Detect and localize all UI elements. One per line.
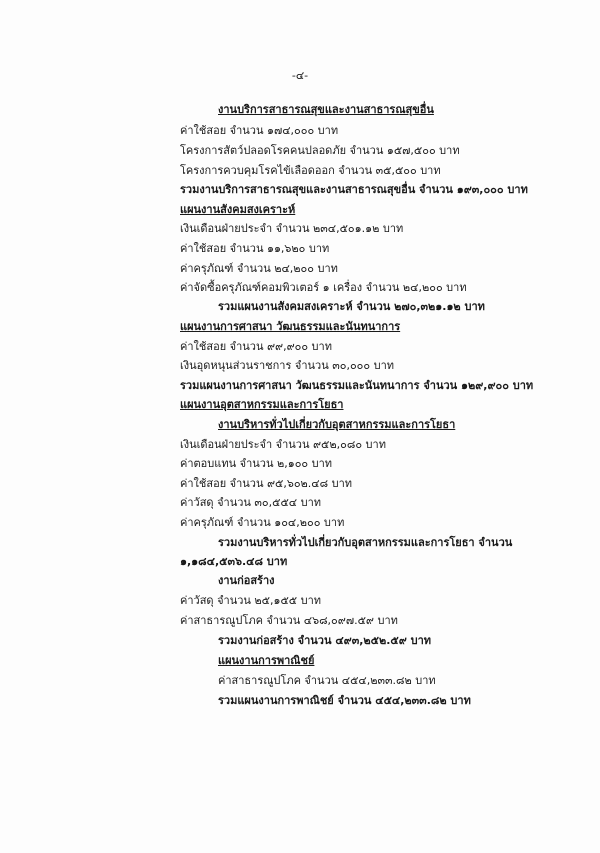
line-item: ค่าใช้สอย จำนวน ๙๙,๙๐๐ บาท: [180, 340, 332, 353]
line-item: ค่าครุภัณฑ์ จำนวน ๒๔,๒๐๐ บาท: [180, 262, 338, 275]
line-item: ค่าใช้สอย จำนวน ๑๑,๖๒๐ บาท: [180, 242, 330, 255]
subtotal-amount: ๑,๑๘๔,๕๓๖.๔๘ บาท: [180, 555, 288, 568]
line-item: ค่าวัสดุ จำนวน ๓๐,๕๕๔ บาท: [180, 496, 322, 509]
line-item: ค่าจัดซื้อครุภัณฑ์คอมพิวเตอร์ ๑ เครื่อง จำนวน ๒๔,๒๐๐ บาท: [180, 281, 467, 294]
subtotal-line: รวมงานบริหารทั่วไปเกี่ยวกับอุตสาหกรรมและการโยธา จำนวน: [218, 536, 513, 549]
section-heading-industry-public-works: แผนงานอุตสาหกรรมและการโยธา: [180, 398, 344, 411]
line-item: ค่าครุภัณฑ์ จำนวน ๑๐๔,๒๐๐ บาท: [180, 516, 345, 529]
line-item: ค่าใช้สอย จำนวน ๑๗๔,๐๐๐ บาท: [180, 124, 339, 137]
line-item: ค่าสาธารณูปโภค จำนวน ๔๕๔,๒๓๓.๘๒ บาท: [218, 674, 436, 687]
subtotal-line: รวมแผนงานสังคมสงเคราะห์ จำนวน ๒๗๐,๓๒๑.๑๒ บาท: [218, 300, 485, 313]
subsection-heading-construction: งานก่อสร้าง: [218, 574, 275, 587]
line-item: เงินเดือนฝ่ายประจำ จำนวน ๒๓๔,๕๐๑.๑๒ บาท: [180, 222, 404, 235]
section-heading-religion-culture: แผนงานการศาสนา วัฒนธรรมและนันทนาการ: [180, 320, 401, 333]
section-heading-public-health-services: งานบริการสาธารณสุขและงานสาธารณสุขอื่น: [218, 103, 434, 116]
subtotal-line: รวมงานบริการสาธารณสุขและงานสาธารณสุขอื่น จำนวน ๑๙๓,๐๐๐ บาท: [180, 183, 528, 196]
page-number: -๔-: [291, 69, 309, 82]
section-heading-social-welfare: แผนงานสังคมสงเคราะห์: [180, 203, 296, 216]
subsection-heading-general-administration: งานบริหารทั่วไปเกี่ยวกับอุตสาหกรรมและการโยธา: [218, 418, 456, 431]
line-item: ค่าตอบแทน จำนวน ๒,๑๐๐ บาท: [180, 457, 333, 470]
subtotal-line: รวมแผนงานการศาสนา วัฒนธรรมและนันทนาการ จำนวน ๑๒๙,๙๐๐ บาท: [180, 379, 534, 392]
line-item: ค่าสาธารณูปโภค จำนวน ๔๖๘,๐๙๗.๕๙ บาท: [180, 614, 398, 627]
line-item: โครงการสัตว์ปลอดโรคคนปลอดภัย จำนวน ๑๕๗,๕๐๐ บาท: [180, 144, 460, 157]
subtotal-line: รวมแผนงานการพาณิชย์ จำนวน ๔๕๔,๒๓๓.๘๒ บาท: [218, 694, 471, 707]
line-item: ค่าวัสดุ จำนวน ๒๕,๑๕๕ บาท: [180, 594, 322, 607]
line-item: เงินอุดหนุนส่วนราชการ จำนวน ๓๐,๐๐๐ บาท: [180, 359, 395, 372]
line-item: โครงการควบคุมโรคไข้เลือดออก จำนวน ๓๕,๕๐๐ บาท: [180, 164, 441, 177]
section-heading-commerce: แผนงานการพาณิชย์: [218, 654, 315, 667]
line-item: เงินเดือนฝ่ายประจำ จำนวน ๙๕๒,๐๘๐ บาท: [180, 438, 386, 451]
subtotal-line: รวมงานก่อสร้าง จำนวน ๔๙๓,๒๕๒.๕๙ บาท: [218, 634, 432, 647]
line-item: ค่าใช้สอย จำนวน ๙๕,๖๐๒.๔๘ บาท: [180, 477, 353, 490]
